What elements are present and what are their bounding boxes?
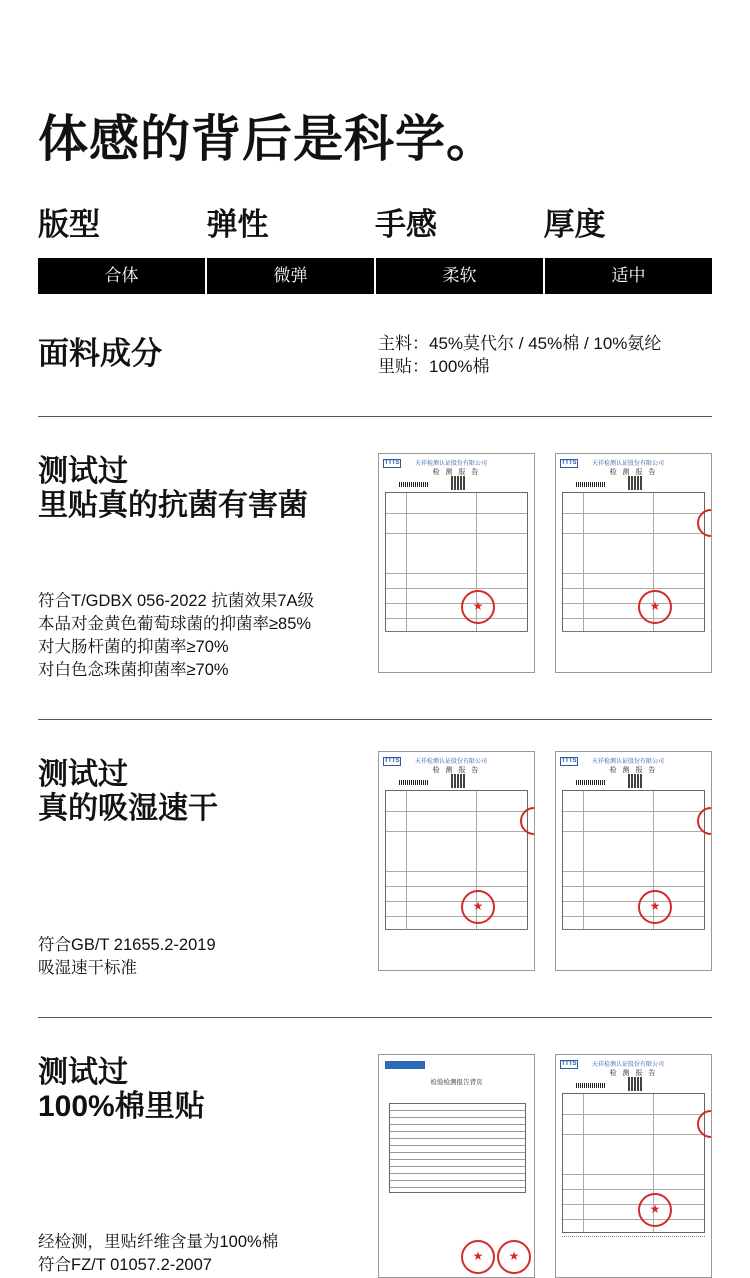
section-quick-dry-body [38, 934, 216, 980]
official-seal-icon [461, 590, 495, 624]
official-seal-icon [638, 590, 672, 624]
attr-value-elasticity: 微弹 [207, 258, 374, 294]
report-title: 检 测 报 告 [609, 469, 658, 476]
test-report-image [378, 751, 535, 971]
attr-label-thickness: 厚度 [543, 207, 606, 242]
body-line: 本品对金黄色葡萄球菌的抑菌率≥85% [38, 615, 312, 633]
body-line: 符合FZ/T 01057.2-2007 [38, 1256, 212, 1274]
body-line: 经检测，里贴纤维含量为100%棉 [38, 1233, 279, 1251]
official-seal-icon [461, 1240, 495, 1274]
divider [38, 416, 712, 417]
body-line: 符合T/GDBX 056-2022 抗菌效果7A级 [38, 592, 315, 610]
official-seal-icon [461, 890, 495, 924]
report-logo-icon: TTTS [384, 460, 400, 466]
section-title-line1: 测试过 [38, 758, 128, 791]
page-headline: 体感的背后是科学。 [38, 111, 497, 167]
barcode-icon [576, 780, 606, 785]
report-table [562, 492, 705, 632]
attribute-values-bar [38, 258, 712, 294]
report-title: 检 测 报 告 [609, 767, 658, 774]
report-org: 天祥检测认证股份有限公司 [415, 461, 488, 467]
report-table [562, 790, 705, 930]
fabric-composition [378, 332, 661, 378]
body-line: 对白色念珠菌抑菌率≥70% [38, 661, 229, 679]
test-report-image [378, 1054, 535, 1278]
report-org: 天祥检测认证股份有限公司 [592, 1062, 665, 1068]
official-seal-icon [638, 1193, 672, 1227]
report-logo-icon [385, 1061, 425, 1069]
report-logo-icon: TTTS [561, 758, 577, 764]
test-report-image [378, 453, 535, 673]
official-seal-icon [497, 1240, 531, 1274]
attr-value-feel: 柔软 [376, 258, 543, 294]
report-logo-icon: TTTS [561, 1061, 577, 1067]
attr-label-elasticity: 弹性 [206, 207, 269, 242]
qr-code-icon [628, 1077, 642, 1091]
fabric-lining: 里贴：100%棉 [378, 357, 490, 376]
barcode-icon [399, 780, 429, 785]
divider [38, 1017, 712, 1018]
report-org: 天祥检测认证股份有限公司 [592, 461, 665, 467]
section-title-line2: 真的吸湿速干 [38, 792, 218, 825]
barcode-icon [576, 1083, 606, 1088]
test-report-image [555, 453, 712, 673]
body-line: 对大肠杆菌的抑菌率≥70% [38, 638, 229, 656]
section-title-line2: 100%棉里贴 [38, 1090, 205, 1123]
report-table [385, 790, 528, 930]
report-table [385, 492, 528, 632]
report-org: 天祥检测认证股份有限公司 [592, 759, 665, 765]
report-org: 天祥检测认证股份有限公司 [415, 759, 488, 765]
section-title-line1: 测试过 [38, 455, 128, 488]
attr-label-fit: 版型 [38, 207, 100, 242]
barcode-icon [576, 482, 606, 487]
report-title: 检 测 报 告 [432, 469, 481, 476]
section-antibacterial-body [38, 590, 314, 682]
section-quick-dry-title [38, 758, 218, 826]
report-logo-icon: TTTS [384, 758, 400, 764]
qr-code-icon [628, 476, 642, 490]
attr-label-feel: 手感 [375, 207, 437, 242]
report-title: 检 测 报 告 [609, 1070, 658, 1077]
official-seal-icon [638, 890, 672, 924]
body-line: 符合GB/T 21655.2-2019 [38, 936, 216, 954]
section-cotton-title [38, 1056, 205, 1124]
section-title-line2: 里贴真的抗菌有害菌 [38, 489, 308, 522]
qr-code-icon [451, 774, 465, 788]
qr-code-icon [628, 774, 642, 788]
report-table [562, 1093, 705, 1233]
signature-line [562, 626, 705, 632]
fabric-main: 主料：45%莫代尔 / 45%棉 / 10%氨纶 [378, 334, 662, 353]
qr-code-icon [451, 476, 465, 490]
attr-value-thickness: 适中 [545, 258, 712, 294]
signature-line [562, 924, 705, 930]
attr-value-fit: 合体 [38, 258, 205, 294]
section-title-line1: 测试过 [38, 1056, 128, 1089]
body-line: 吸湿速干标准 [38, 959, 137, 977]
attribute-labels [38, 203, 712, 253]
divider [38, 719, 712, 720]
report-title: 检 测 报 告 [432, 767, 481, 774]
report-logo-icon: TTTS [561, 460, 577, 466]
signature-line [562, 1231, 705, 1237]
report-table [389, 1103, 526, 1193]
test-report-image [555, 1054, 712, 1278]
section-cotton-body [38, 1231, 278, 1277]
barcode-icon [399, 482, 429, 487]
section-antibacterial-title [38, 455, 308, 523]
signature-line [385, 626, 528, 632]
signature-line [385, 924, 528, 930]
report-title: 检验检测报告背页 [430, 1079, 483, 1086]
test-report-image [555, 751, 712, 971]
fabric-title: 面料成分 [38, 336, 162, 371]
